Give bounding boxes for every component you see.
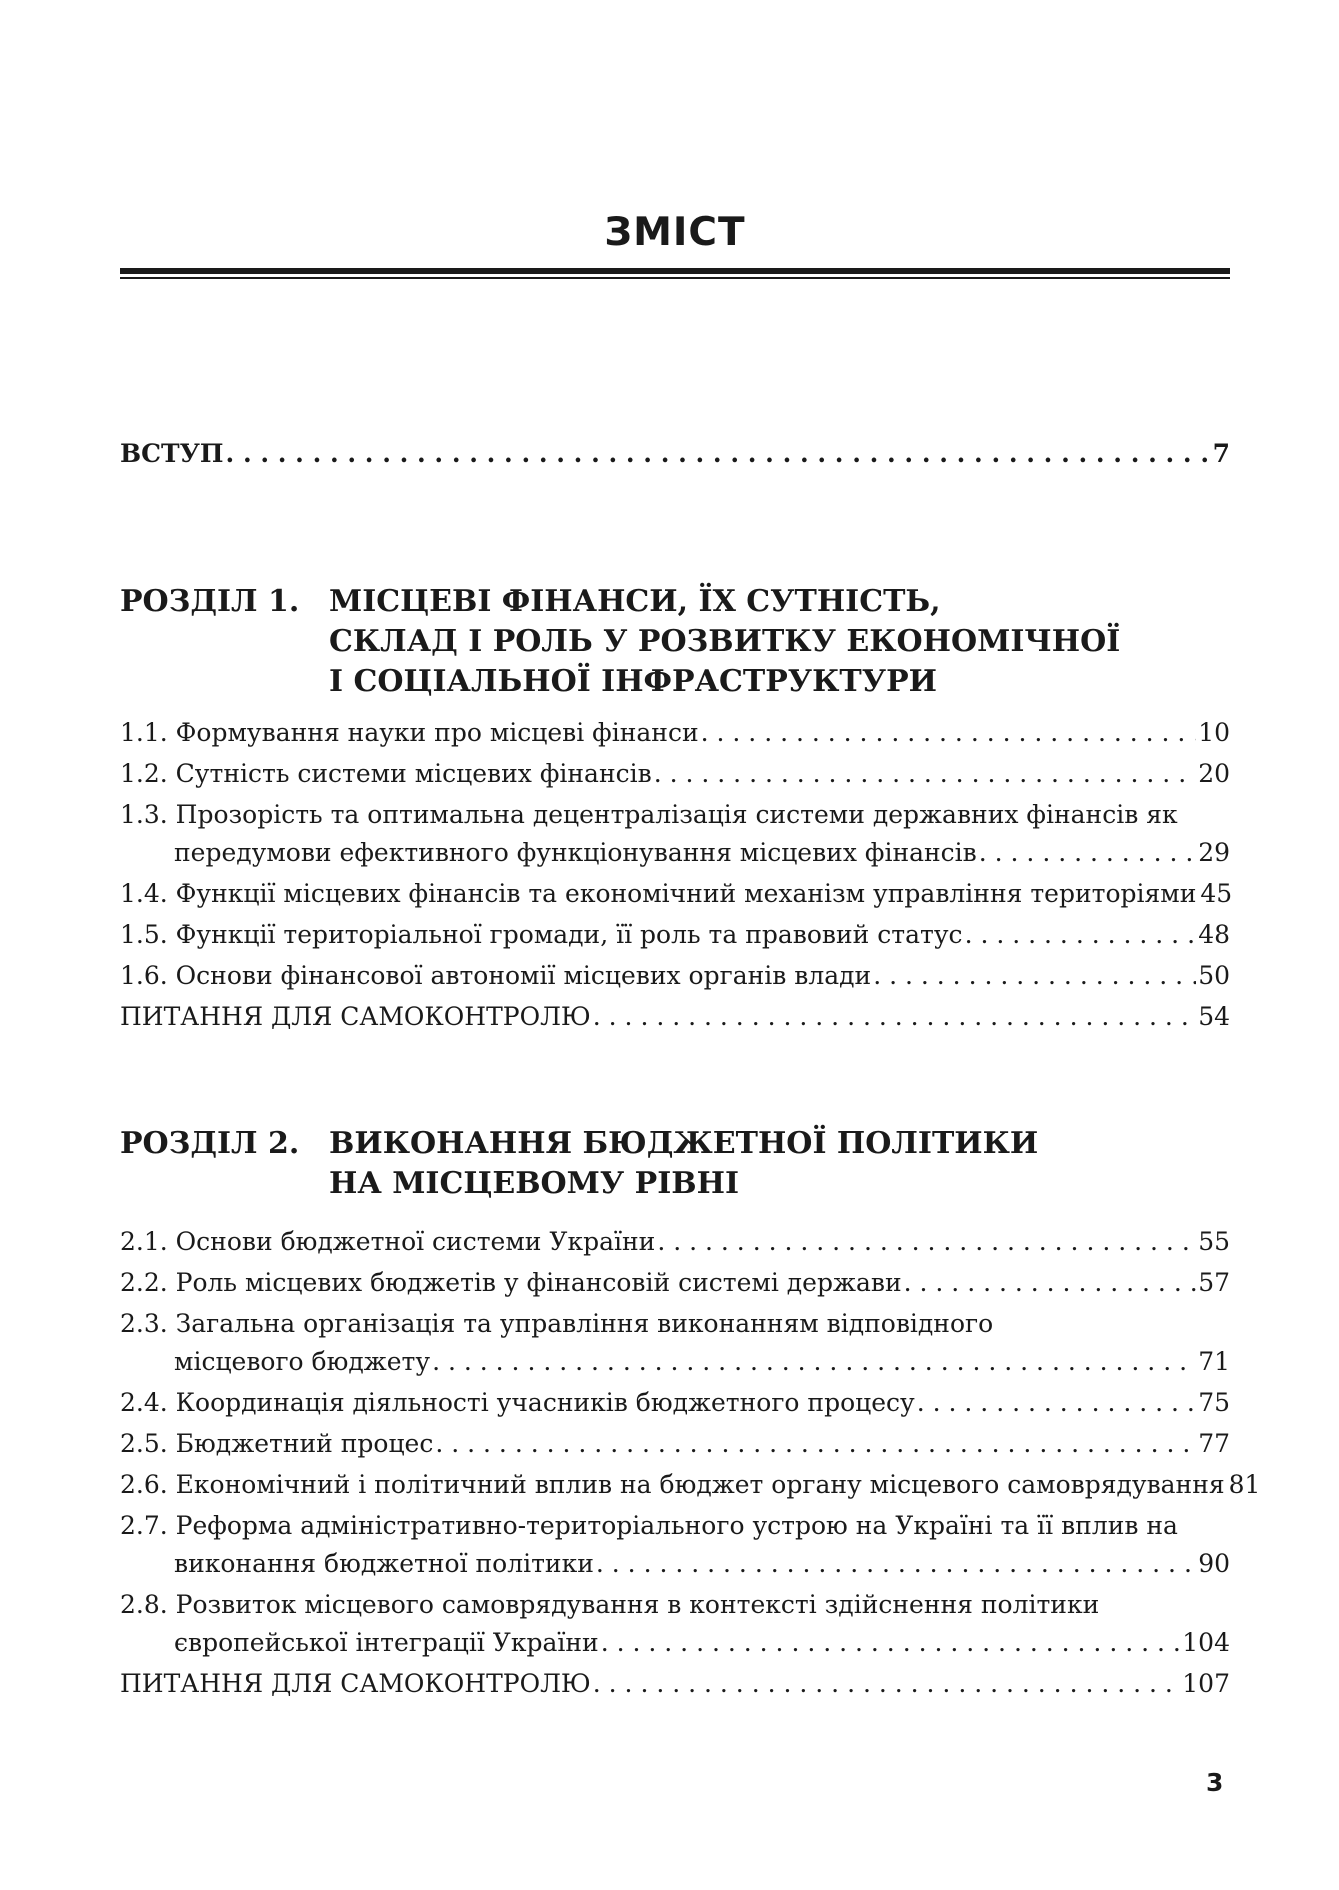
toc-entry-text: Економічний і політичний вплив на бюджет органу місцевого самоврядування xyxy=(175,1470,1225,1499)
toc-entry-text: ВСТУП xyxy=(120,439,224,468)
toc-entry-page: 81 xyxy=(1228,1470,1261,1499)
leader-dots xyxy=(657,1225,1196,1259)
leader-dots xyxy=(904,1266,1197,1300)
section-title-line: МІСЦЕВІ ФІНАНСИ, ЇХ СУТНІСТЬ, xyxy=(329,584,941,619)
toc-entry-page: 45 xyxy=(1200,879,1233,908)
leader-dots xyxy=(435,1427,1196,1461)
toc-entry-number: 2.8. xyxy=(120,1590,168,1619)
section-title-line: СКЛАД І РОЛЬ У РОЗВИТКУ ЕКОНОМІЧНОЇ xyxy=(329,624,1121,659)
toc-entry-text: Функції територіальної громади, її роль та правовий статус xyxy=(175,920,963,949)
toc-entry-number: 2.2. xyxy=(120,1268,168,1297)
toc-entry[interactable] xyxy=(174,1626,1230,1660)
section-title-line: НА МІСЦЕВОМУ РІВНІ xyxy=(329,1166,740,1201)
toc-entry-line-first[interactable] xyxy=(120,1588,1230,1622)
toc-entry-text: передумови ефективного функціонування місцевих фінансів xyxy=(174,838,977,867)
leader-dots xyxy=(917,1386,1196,1420)
toc-entry-number: 2.6. xyxy=(120,1470,168,1499)
toc-entry-number: 1.3. xyxy=(120,800,168,829)
toc-entry-text: Основи бюджетної системи України xyxy=(175,1227,656,1256)
toc-entry-page: 48 xyxy=(1198,920,1230,949)
toc-entry-number: 2.1. xyxy=(120,1227,168,1256)
toc-entry-number: 1.6. xyxy=(120,961,168,990)
toc-entry-line-first[interactable] xyxy=(120,798,1230,832)
toc-entry-page: 104 xyxy=(1182,1628,1230,1657)
leader-dots xyxy=(701,716,1197,750)
toc-entry-number: 2.3. xyxy=(120,1309,168,1338)
leader-dots xyxy=(432,1345,1196,1379)
title-rule-thick xyxy=(120,268,1230,274)
toc-entry-intro[interactable] xyxy=(120,437,1230,471)
toc-entry-text: ПИТАННЯ ДЛЯ САМОКОНТРОЛЮ xyxy=(120,1669,591,1698)
leader-dots xyxy=(979,836,1196,870)
leader-dots xyxy=(593,1000,1196,1034)
toc-entry[interactable] xyxy=(120,918,1230,952)
toc-entry-text: Основи фінансової автономії місцевих органів влади xyxy=(175,961,872,990)
toc-entry-text-first-line: Розвиток місцевого самоврядування в контексті здійснення політики xyxy=(175,1590,1100,1619)
toc-entry-page: 20 xyxy=(1198,759,1230,788)
toc-entry-text-first-line: Загальна організація та управління виконанням відповідного xyxy=(175,1309,994,1338)
section-label: РОЗДІЛ 2. xyxy=(120,1126,300,1161)
leader-dots xyxy=(593,1667,1181,1701)
toc-entry[interactable] xyxy=(120,716,1230,750)
toc-entry-number: 2.5. xyxy=(120,1429,168,1458)
toc-entry-text: європейської інтеграції України xyxy=(174,1628,599,1657)
leader-dots xyxy=(965,918,1197,952)
toc-entry-page: 7 xyxy=(1212,439,1230,468)
toc-entry[interactable] xyxy=(174,1547,1230,1581)
toc-entry-text: Формування науки про місцеві фінанси xyxy=(175,718,699,747)
toc-entry-text: місцевого бюджету xyxy=(174,1347,431,1376)
leader-dots xyxy=(226,437,1211,471)
toc-entry-page: 90 xyxy=(1198,1549,1230,1578)
page-title: ЗМІСТ xyxy=(604,210,746,255)
toc-entry-page: 57 xyxy=(1198,1268,1230,1297)
toc-entry-page: 77 xyxy=(1198,1429,1230,1458)
toc-entry[interactable] xyxy=(120,1225,1230,1259)
leader-dots xyxy=(654,757,1196,791)
toc-entry-number: 1.1. xyxy=(120,718,168,747)
toc-entry-text: Бюджетний процес xyxy=(175,1429,434,1458)
title-rule-thin xyxy=(120,277,1230,279)
leader-dots xyxy=(596,1547,1196,1581)
toc-entry[interactable] xyxy=(120,1468,1261,1502)
section-title-line: ВИКОНАННЯ БЮДЖЕТНОЇ ПОЛІТИКИ xyxy=(329,1126,1039,1161)
toc-entry-page: 75 xyxy=(1198,1388,1230,1417)
toc-entry-text: Координація діяльності учасників бюджетного процесу xyxy=(175,1388,915,1417)
toc-entry-text: Роль місцевих бюджетів у фінансовій системі держави xyxy=(175,1268,902,1297)
toc-entry-number: 2.7. xyxy=(120,1511,168,1540)
toc-entry-number: 1.4. xyxy=(120,879,168,908)
toc-entry-page: 29 xyxy=(1198,838,1230,867)
toc-entry-text: Сутність системи місцевих фінансів xyxy=(175,759,652,788)
section-title-line: І СОЦІАЛЬНОЇ ІНФРАСТРУКТУРИ xyxy=(329,664,937,699)
toc-entry-number: 1.5. xyxy=(120,920,168,949)
toc-entry-text: виконання бюджетної політики xyxy=(174,1549,594,1578)
toc-entry-number: 1.2. xyxy=(120,759,168,788)
toc-entry[interactable] xyxy=(120,1386,1230,1420)
toc-entry[interactable] xyxy=(174,836,1230,870)
toc-entry-line-first[interactable] xyxy=(120,1307,1230,1341)
toc-entry-page: 107 xyxy=(1182,1669,1230,1698)
toc-entry-questions[interactable] xyxy=(120,1667,1230,1701)
toc-entry-page: 55 xyxy=(1198,1227,1230,1256)
toc-entry-page: 71 xyxy=(1198,1347,1230,1376)
toc-entry[interactable] xyxy=(120,1427,1230,1461)
toc-entry[interactable] xyxy=(120,959,1230,993)
toc-entry-page: 54 xyxy=(1198,1002,1230,1031)
toc-entry[interactable] xyxy=(120,1266,1230,1300)
section-label: РОЗДІЛ 1. xyxy=(120,584,300,619)
toc-entry-questions[interactable] xyxy=(120,1000,1230,1034)
leader-dots xyxy=(873,959,1196,993)
toc-entry-number: 2.4. xyxy=(120,1388,168,1417)
toc-entry[interactable] xyxy=(120,877,1233,911)
page-number: 3 xyxy=(1206,1768,1224,1797)
toc-entry-line-first[interactable] xyxy=(120,1509,1230,1543)
toc-entry-text: ПИТАННЯ ДЛЯ САМОКОНТРОЛЮ xyxy=(120,1002,591,1031)
toc-entry-text-first-line: Прозорість та оптимальна децентралізація системи державних фінансів як xyxy=(175,800,1178,829)
toc-entry-text-first-line: Реформа адміністративно-територіального устрою на Україні та її вплив на xyxy=(175,1511,1178,1540)
toc-entry-text: Функції місцевих фінансів та економічний механізм управління територіями xyxy=(175,879,1197,908)
toc-entry-page: 10 xyxy=(1198,718,1230,747)
toc-entry[interactable] xyxy=(174,1345,1230,1379)
leader-dots xyxy=(601,1626,1181,1660)
toc-entry-page: 50 xyxy=(1198,961,1230,990)
toc-entry[interactable] xyxy=(120,757,1230,791)
